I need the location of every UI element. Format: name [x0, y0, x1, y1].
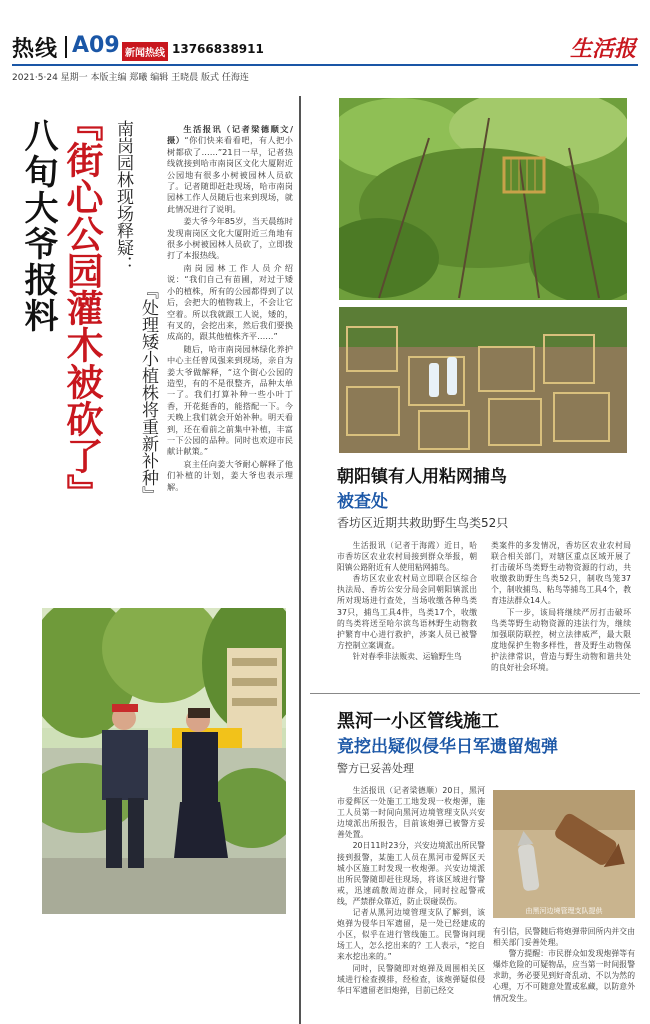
- heihe-column-1: [337, 785, 485, 1017]
- heihe-paragraph: 记者从黑河边境管理支队了解到，该炮弹为侵华日军遗留，是一处已经建成的小区，似乎在进行管线施工。民警询问现场工人，怎么挖出来的？工人表示，“挖自来水挖出来的。”: [337, 908, 485, 962]
- heihe-paragraph: 生活报讯（记者梁德顺）20日，黑河市爱辉区一处施工工地发现一枚炮弹，施工人员第一时间向黑河边境管理支队兴安边境派出所报告，目前该炮弹已被警方妥善处置。: [337, 786, 485, 840]
- bird-cage-in-bush-photo: [339, 98, 627, 300]
- chaoyang-paragraph: 香坊区农业农村局立即联合区综合执法局、香坊公安分局会同朝阳镇派出所对现场进行查处，当场收缴各种鸟类37只，捕鸟工具4件，鸟类17个，收缴的鸟类将送至哈尔滨鸟语林野生动物救护繁育中心进行救护，涉案人员已被警方控制立案调查。: [337, 574, 477, 650]
- seized-cages-photo: [339, 307, 627, 453]
- lead-paragraph: 生活报讯（记者梁德顺文/摄）“你们快来看看吧，有人把小树都砍了……”21日一早，记者热线就接到哈市南岗区文化大厦附近公园地有很多小树被园林人员砍了。记者随即赶赴现场，哈市南岗园林工作人员随后也来到现场，就此情况进行了说明。: [167, 124, 293, 214]
- hotline-phone: 13766838911: [172, 42, 264, 56]
- hotline-badge: 新闻热线: [122, 42, 168, 61]
- issue-meta: 2021·5·24 星期一 本版主编 郑曦 编辑 王晓晨 版式 任海连: [12, 73, 249, 83]
- heihe-paragraph: 同时，民警随即对炮弹及周围相关区域进行检查摸排，经检查，该炮弹疑似侵华日军遗留老旧炮弹，目前已经交: [337, 963, 485, 995]
- chaoyang-subhead: 香坊区近期共救助野生鸟类52只: [337, 516, 509, 530]
- newspaper-logo: 生活报: [569, 36, 636, 62]
- heihe-paragraph: 有引信，民警随后将炮弹带回所内并交由相关部门妥善处理。: [493, 927, 635, 948]
- chaoyang-headline-2: 被查处: [337, 492, 388, 512]
- story-separator: [310, 693, 640, 694]
- chaoyang-headline: 朝阳镇有人用粘网捕鸟: [337, 467, 507, 487]
- lead-headline-kicker: 八旬大爷报料: [18, 118, 58, 334]
- chaoyang-column-1: [337, 540, 477, 680]
- section-title: 热线: [12, 36, 59, 62]
- lead-subhead-1: 南岗园林现场释疑：: [113, 120, 133, 273]
- artillery-shell-photo: [493, 790, 635, 918]
- lead-subhead-2: 『处理矮小植株将重新补种』: [138, 282, 158, 503]
- heihe-paragraph: 20日11时23分，兴安边境派出所民警接到报警，某施工人员在黑河市爱辉区天城小区施工时发现一枚炮弹。兴安边境派出所民警随即赶往现场，将该区域进行警戒，迅速疏散周边群众，同时拉起警戒线，严禁群众靠近，防止误碰误伤。: [337, 841, 485, 906]
- header-divider: [65, 36, 67, 58]
- heihe-paragraph: 警方提醒：市民群众如发现炮弹等有爆炸危险的可疑物品，应当第一时间报警求助，务必要见到好奇乱动、不以为然的心理，万不可随意处置或私藏，以防意外情况发生。: [493, 949, 635, 1003]
- lead-byline: 生活报讯（记者梁德顺文/摄）: [167, 124, 293, 146]
- lead-headline-main: 『街心公园灌木被砍了』: [60, 104, 104, 511]
- chaoyang-column-2: [491, 540, 631, 680]
- lead-article-body: [167, 124, 293, 600]
- lead-paragraph: 南岗园林工作人员介绍说：“我们自己有苗圃，对过于矮小的植株，所有的公园都得到了以后，会把大的植物栽上，不会让它空着。所以我就跟工人说，矮的，有叉的，会挖出来，然后我们要换成高的，跟其他植株齐平……”: [167, 262, 293, 342]
- lead-paragraph: 姜大爷今年85岁，当天晨练时发现南岗区文化大厦附近三角地有很多小树被园林人员砍了，立即拨打了本报热线。: [167, 216, 293, 261]
- chaoyang-paragraph: 类案件的多发情况，香坊区农业农村局联合相关部门，对辖区重点区域开展了打击破坏鸟类野生动物资源的行动，共收缴救助野生鸟类52只，制收鸟笼37个，制收捕鸟、粘鸟等捕鸟工具4个，教育违法群众14人。: [491, 541, 631, 606]
- heihe-subhead: 警方已妥善处理: [337, 762, 414, 775]
- lead-paragraph: 哀主任向姜大爷耐心解释了他们补植的计划，姜大爷也表示理解。: [167, 458, 293, 492]
- chaoyang-paragraph: 下一步，该局将继续严厉打击破坏鸟类等野生动物资源的违法行为，继续加强联防联控，树立法律威严，最大限度地保护生物多样性，普及野生动物保护法律常识，营造与野生动物和谐共处的良好社会环境。: [491, 607, 631, 673]
- heihe-headline-2: 竟挖出疑似侵华日军遗留炮弹: [337, 737, 558, 757]
- lead-paragraph: 随后，哈市南岗园林绿化养护中心主任曾凤强来到现场，亲自为姜大爷做解释，“这个街心公园的造型，有的不是很整齐，品种太单一了。我们打算补种一些小叶丁香，开花挺香的，能搭配一下。今天晚上我们就会开始补种。明天看到，还在看前之前集中补植，丰富一下公园的品种。同时也欢迎市民献计献策。”: [167, 343, 293, 457]
- photo-caption: 由黑河边境管理支队提供: [525, 907, 603, 915]
- chaoyang-paragraph: 生活报讯（记者于海霞）近日，哈市香坊区农业农村局接到群众举报，朝阳镇公路附近有人使用粘网捕鸟。: [337, 541, 477, 573]
- column-divider: [299, 96, 301, 1024]
- heihe-column-2: [493, 926, 635, 1018]
- park-photo: [42, 608, 286, 914]
- heihe-headline: 黑河一小区管线施工: [337, 711, 499, 732]
- header-rule: [12, 64, 638, 66]
- page-number: A09: [72, 33, 120, 58]
- chaoyang-paragraph: 针对春季非法贩卖、运输野生鸟: [352, 651, 462, 661]
